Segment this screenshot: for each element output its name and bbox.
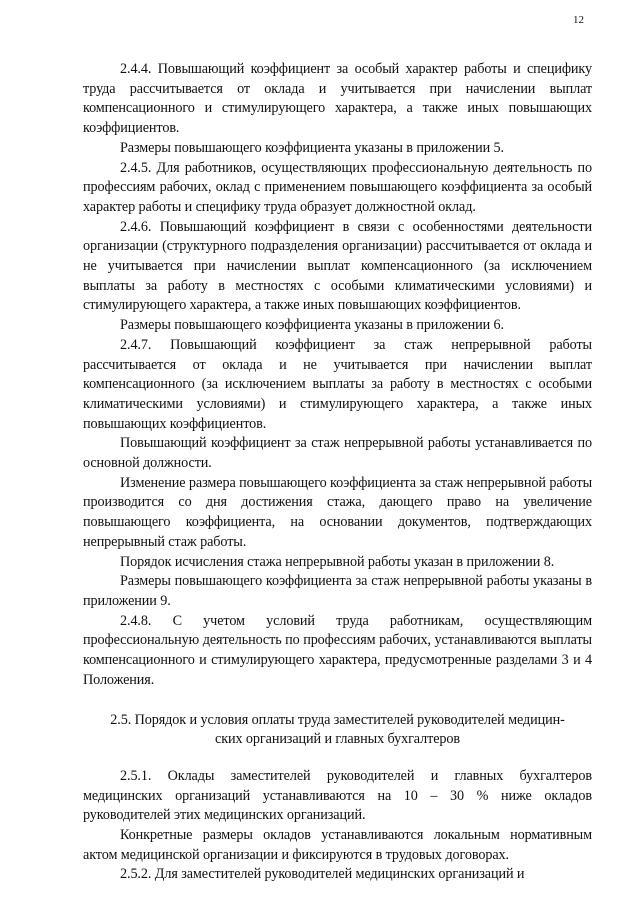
section-heading-line-1: 2.5. Порядок и условия оплаты труда заместителей руководителей медицин- <box>110 711 565 728</box>
paragraph-2-4-6: 2.4.6. Повышающий коэффициент в связи с особенностями деятельности организации (структурного подразделения организации) рассчитывается от оклада и не учитывается при начислении выплат компенсационного (за исключением выплаты за работу в местностях с особыми климатическими условиями) и стимулирующего характера, а также иных повышающих коэффициентов. <box>83 218 592 314</box>
paragraph-2-4-5: 2.4.5. Для работников, осуществляющих профессиональную деятельность по профессиям рабочих, оклад с применением повышающего коэффициента за особый характер работы и специфику труда образует должностной оклад. <box>83 159 592 215</box>
paragraph-appendix-9: Размеры повышающего коэффициента за стаж непрерывной работы указаны в приложении 9. <box>83 573 592 609</box>
paragraph-appendix-5: Размеры повышающего коэффициента указаны в приложении 5. <box>120 139 505 156</box>
paragraph-2-5-1: 2.5.1. Оклады заместителей руководителей и главных бухгалтеров медицинских организаций устанавливаются на 10 – 30 % ниже окладов руководителей этих медицинских организаций. <box>83 767 592 824</box>
section-heading-2-5 <box>83 711 592 750</box>
paragraph-appendix-8: Порядок исчисления стажа непрерывной работы указан в приложении 8. <box>120 553 555 570</box>
paragraph-salary-sizes: Конкретные размеры окладов устанавливаются локальным нормативным актом медицинской организации и фиксируются в трудовых договорах. <box>83 827 592 863</box>
page-number: 12 <box>573 14 584 26</box>
paragraph-main-position: Повышающий коэффициент за стаж непрерывной работы устанавливается по основной должности. <box>83 435 592 472</box>
paragraph-2-5-2: 2.5.2. Для заместителей руководителей медицинских организаций и <box>120 866 525 883</box>
paragraph-coefficient-change: Изменение размера повышающего коэффициента за стаж непрерывной работы производится со дня достижения стажа, дающего право на увеличение повышающего коэффициента, на основании документов, подтверждающих непрерывный стаж работы. <box>83 474 592 550</box>
paragraph-appendix-6: Размеры повышающего коэффициента указаны в приложении 6. <box>120 317 505 334</box>
section-heading-line-2: ских организаций и главных бухгалтеров <box>215 731 460 748</box>
document-body <box>83 60 592 885</box>
paragraph-2-4-4: 2.4.4. Повышающий коэффициент за особый характер работы и специфику труда рассчитывается от оклада и учитывается при начислении выплат компенсационного и стимулирующего характера, а также иных повышающих коэффициентов. <box>83 61 592 137</box>
paragraph-2-4-8: 2.4.8. С учетом условий труда работникам, осуществляющим профессиональную деятельность по профессиям рабочих, устанавливаются выплаты компенсационного и стимулирующего характера, предусмотренные разделами 3 и 4 Положения. <box>83 612 592 688</box>
paragraph-2-4-7: 2.4.7. Повышающий коэффициент за стаж непрерывной работы рассчитывается от оклада и не учитывается при начислении выплат компенсационного (за исключением выплаты за работу в местностях с особыми климатическими условиями) и стимулирующего характера, а также иных повышающих коэффициентов. <box>83 336 592 432</box>
